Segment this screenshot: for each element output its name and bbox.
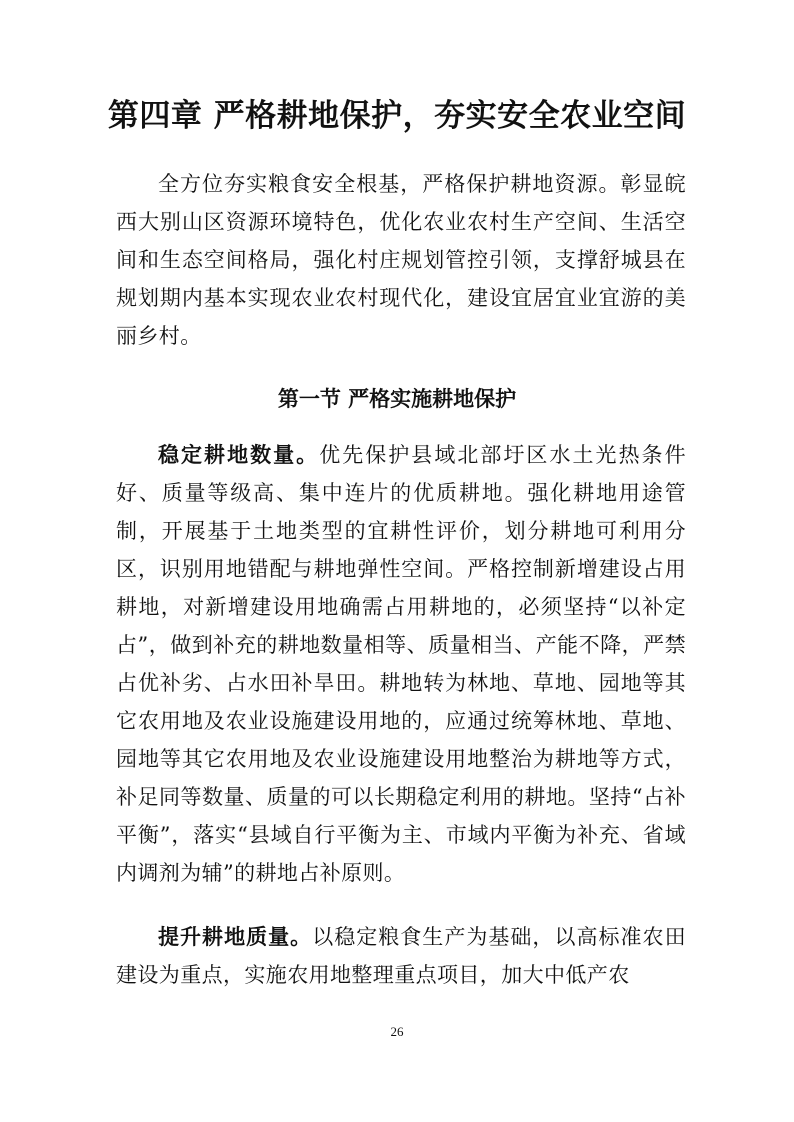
paragraph-lead: 提升耕地质量。	[158, 924, 313, 949]
paragraph-stable-farmland-quantity	[116, 436, 686, 892]
paragraph-lead: 稳定耕地数量。	[158, 442, 320, 467]
page-number: 26	[390, 1024, 404, 1039]
paragraph-text: 优先保护县域北部圩区水土光热条件好、质量等级高、集中连片的优质耕地。强化耕地用途管制，开展基于土地类型的宜耕性评价，划分耕地可利用分区，识别用地错配与耕地弹性空间。严格控制新增建设占用耕地，对新增建设用地确需占用耕地的，必须坚持“以补定占”，做到补充的耕地数量相等、质量相当、产能不降，严禁占优补劣、占水田补旱田。耕地转为林地、草地、园地等其它农用地及农业设施建设用地的，应通过统筹林地、草地、园地等其它农用地及农业设施建设用地整治为耕地等方式，补足同等数量、质量的可以长期稳定利用的耕地。坚持“占补平衡”，落实“县域自行平衡为主、市域内平衡为补充、省域内调剂为辅”的耕地占补原则。	[116, 443, 686, 885]
paragraph-text: 以稳定粮食生产为基础，以高标准农田建设为重点，实施农用地整理重点项目，加大中低产农	[116, 925, 686, 987]
chapter-title: 第四章 严格耕地保护，夯实安全农业空间	[107, 98, 687, 134]
section-title: 第一节 严格实施耕地保护	[277, 387, 517, 411]
intro-paragraph: 全方位夯实粮食安全根基，严格保护耕地资源。彰显皖西大别山区资源环境特色，优化农业农村生产空间、生活空间和生态空间格局，强化村庄规划管控引领，支撑舒城县在规划期内基本实现农业农村现代化，建设宜居宜业宜游的美丽乡村。	[116, 172, 686, 348]
paragraph-improve-farmland-quality	[116, 918, 686, 994]
